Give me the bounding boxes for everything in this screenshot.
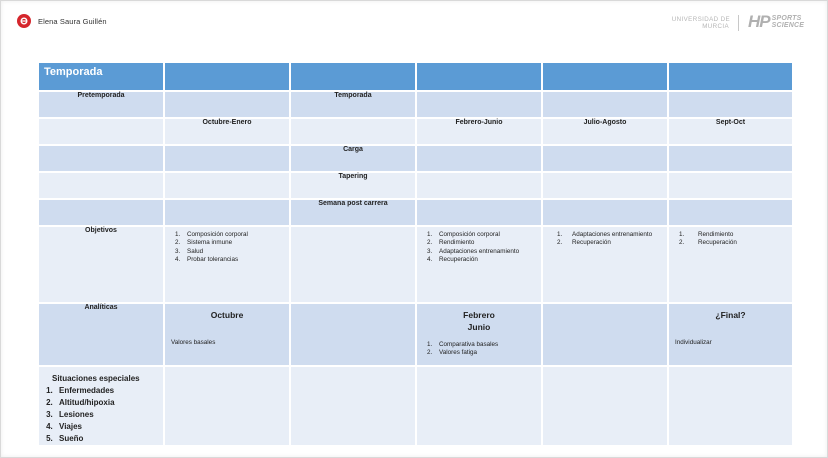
author-name: Elena Saura Guillén: [38, 16, 107, 26]
empty-cell: [542, 172, 668, 199]
analiticas-note: Valores basales: [171, 339, 216, 346]
season-table: [37, 61, 794, 447]
list-item: 1. Adaptaciones entrenamiento: [564, 231, 667, 239]
empty-cell: [164, 91, 290, 118]
carga-label: Carga: [290, 145, 416, 172]
empty-cell: [668, 62, 793, 91]
temporada-label: Temporada: [290, 91, 416, 118]
empty-cell: [290, 366, 416, 446]
empty-cell: [668, 172, 793, 199]
title-row: [38, 62, 793, 91]
empty-cell: [416, 172, 542, 199]
objetivos-julio-agosto: [542, 226, 668, 303]
carga-row: [38, 145, 793, 172]
tapering-row: [38, 172, 793, 199]
objetivos-row: [38, 226, 793, 303]
analiticas-note: Individualizar: [675, 339, 712, 346]
empty-cell: [668, 91, 793, 118]
empty-cell: [668, 366, 793, 446]
empty-cell: [416, 366, 542, 446]
analiticas-label: Analíticas: [38, 303, 164, 366]
empty-cell: [38, 172, 164, 199]
especiales-row: [38, 366, 793, 446]
list-item: 3. Lesiones: [55, 409, 163, 421]
empty-cell: [542, 91, 668, 118]
empty-cell: [290, 118, 416, 145]
phase-row: [38, 91, 793, 118]
empty-cell: [668, 145, 793, 172]
empty-cell: [542, 145, 668, 172]
hp-sports-science-logo: [748, 14, 804, 30]
objetivos-list: [417, 231, 541, 265]
table-title: Temporada: [38, 62, 164, 91]
semana-post-carrera-label: Semana post carrera: [290, 199, 416, 226]
period-octubre-enero: Octubre-Enero: [164, 118, 290, 145]
analiticas-month: Octubre: [210, 310, 244, 320]
empty-cell: [290, 62, 416, 91]
list-item: 1. Enfermedades: [55, 385, 163, 397]
list-item: 4. Probar tolerancias: [182, 256, 289, 264]
analiticas-febrero-junio: [416, 303, 542, 366]
empty-cell: [164, 145, 290, 172]
list-item: 4. Viajes: [55, 421, 163, 433]
pretemporada-label: Pretemporada: [38, 91, 164, 118]
university-name: [664, 16, 730, 30]
empty-cell: [416, 145, 542, 172]
empty-cell: [542, 303, 668, 366]
university-logo-icon: [17, 14, 31, 28]
logo-glyph-icon: [19, 16, 29, 26]
analiticas-month: ¿Final?: [715, 310, 746, 320]
empty-cell: [416, 199, 542, 226]
period-julio-agosto: Julio-Agosto: [542, 118, 668, 145]
empty-cell: [416, 62, 542, 91]
list-item: 2. Rendimiento: [434, 239, 541, 247]
especiales-title: Situaciones especiales: [52, 374, 140, 383]
list-item: 1. Composición corporal: [182, 231, 289, 239]
university-line2: MURCIA: [702, 23, 729, 30]
empty-cell: [290, 226, 416, 303]
brand-hp: HP: [748, 12, 770, 31]
list-item: 2. Altitud/hipoxia: [55, 397, 163, 409]
tapering-label: Tapering: [290, 172, 416, 199]
objetivos-label: Objetivos: [38, 226, 164, 303]
list-item: 2. Recuperación: [686, 239, 792, 247]
especiales-cell: [38, 366, 164, 446]
objetivos-octubre-enero: [164, 226, 290, 303]
brand-science: SCIENCE: [771, 22, 805, 29]
period-febrero-junio: Febrero-Junio: [416, 118, 542, 145]
list-item: 5. Sueño: [55, 433, 163, 445]
analiticas-febrero: Febrero: [463, 310, 495, 320]
empty-cell: [668, 199, 793, 226]
empty-cell: [164, 62, 290, 91]
empty-cell: [164, 366, 290, 446]
slide-header: [0, 0, 828, 44]
university-line1: UNIVERSIDAD DE: [671, 16, 730, 23]
list-item: 1. Comparativa basales: [434, 341, 541, 349]
brand-sports: SPORTS: [771, 15, 802, 22]
empty-cell: [542, 366, 668, 446]
list-item: 3. Salud: [182, 248, 289, 256]
situaciones-especiales: [39, 367, 163, 445]
empty-cell: [38, 199, 164, 226]
empty-cell: [164, 172, 290, 199]
empty-cell: [542, 199, 668, 226]
list-item: 3. Adaptaciones entrenamiento: [434, 248, 541, 256]
author-badge: [17, 14, 107, 28]
empty-cell: [164, 199, 290, 226]
objetivos-list: [669, 231, 792, 248]
objetivos-list: [543, 231, 667, 248]
analiticas-row: [38, 303, 793, 366]
period-row: [38, 118, 793, 145]
analiticas-octubre: [164, 303, 290, 366]
analiticas-junio: Junio: [467, 322, 491, 332]
analiticas-month: [417, 304, 541, 333]
objetivos-sept-oct: [668, 226, 793, 303]
analiticas-list: [417, 341, 541, 358]
especiales-list: [43, 385, 163, 445]
empty-cell: [38, 118, 164, 145]
empty-cell: [290, 303, 416, 366]
empty-cell: [38, 145, 164, 172]
list-item: 1. Composición corporal: [434, 231, 541, 239]
empty-cell: [416, 91, 542, 118]
list-item: 1. Rendimiento: [686, 231, 792, 239]
list-item: 2. Valores fatiga: [434, 349, 541, 357]
list-item: 4. Recuperación: [434, 256, 541, 264]
empty-cell: [542, 62, 668, 91]
objetivos-febrero-junio: [416, 226, 542, 303]
list-item: 2. Sistema inmune: [182, 239, 289, 247]
header-divider: [738, 15, 739, 31]
period-sept-oct: Sept-Oct: [668, 118, 793, 145]
semana-row: [38, 199, 793, 226]
analiticas-final: [668, 303, 793, 366]
objetivos-list: [165, 231, 289, 265]
brand-sports-science: [772, 15, 805, 29]
list-item: 2. Recuperación: [564, 239, 667, 247]
